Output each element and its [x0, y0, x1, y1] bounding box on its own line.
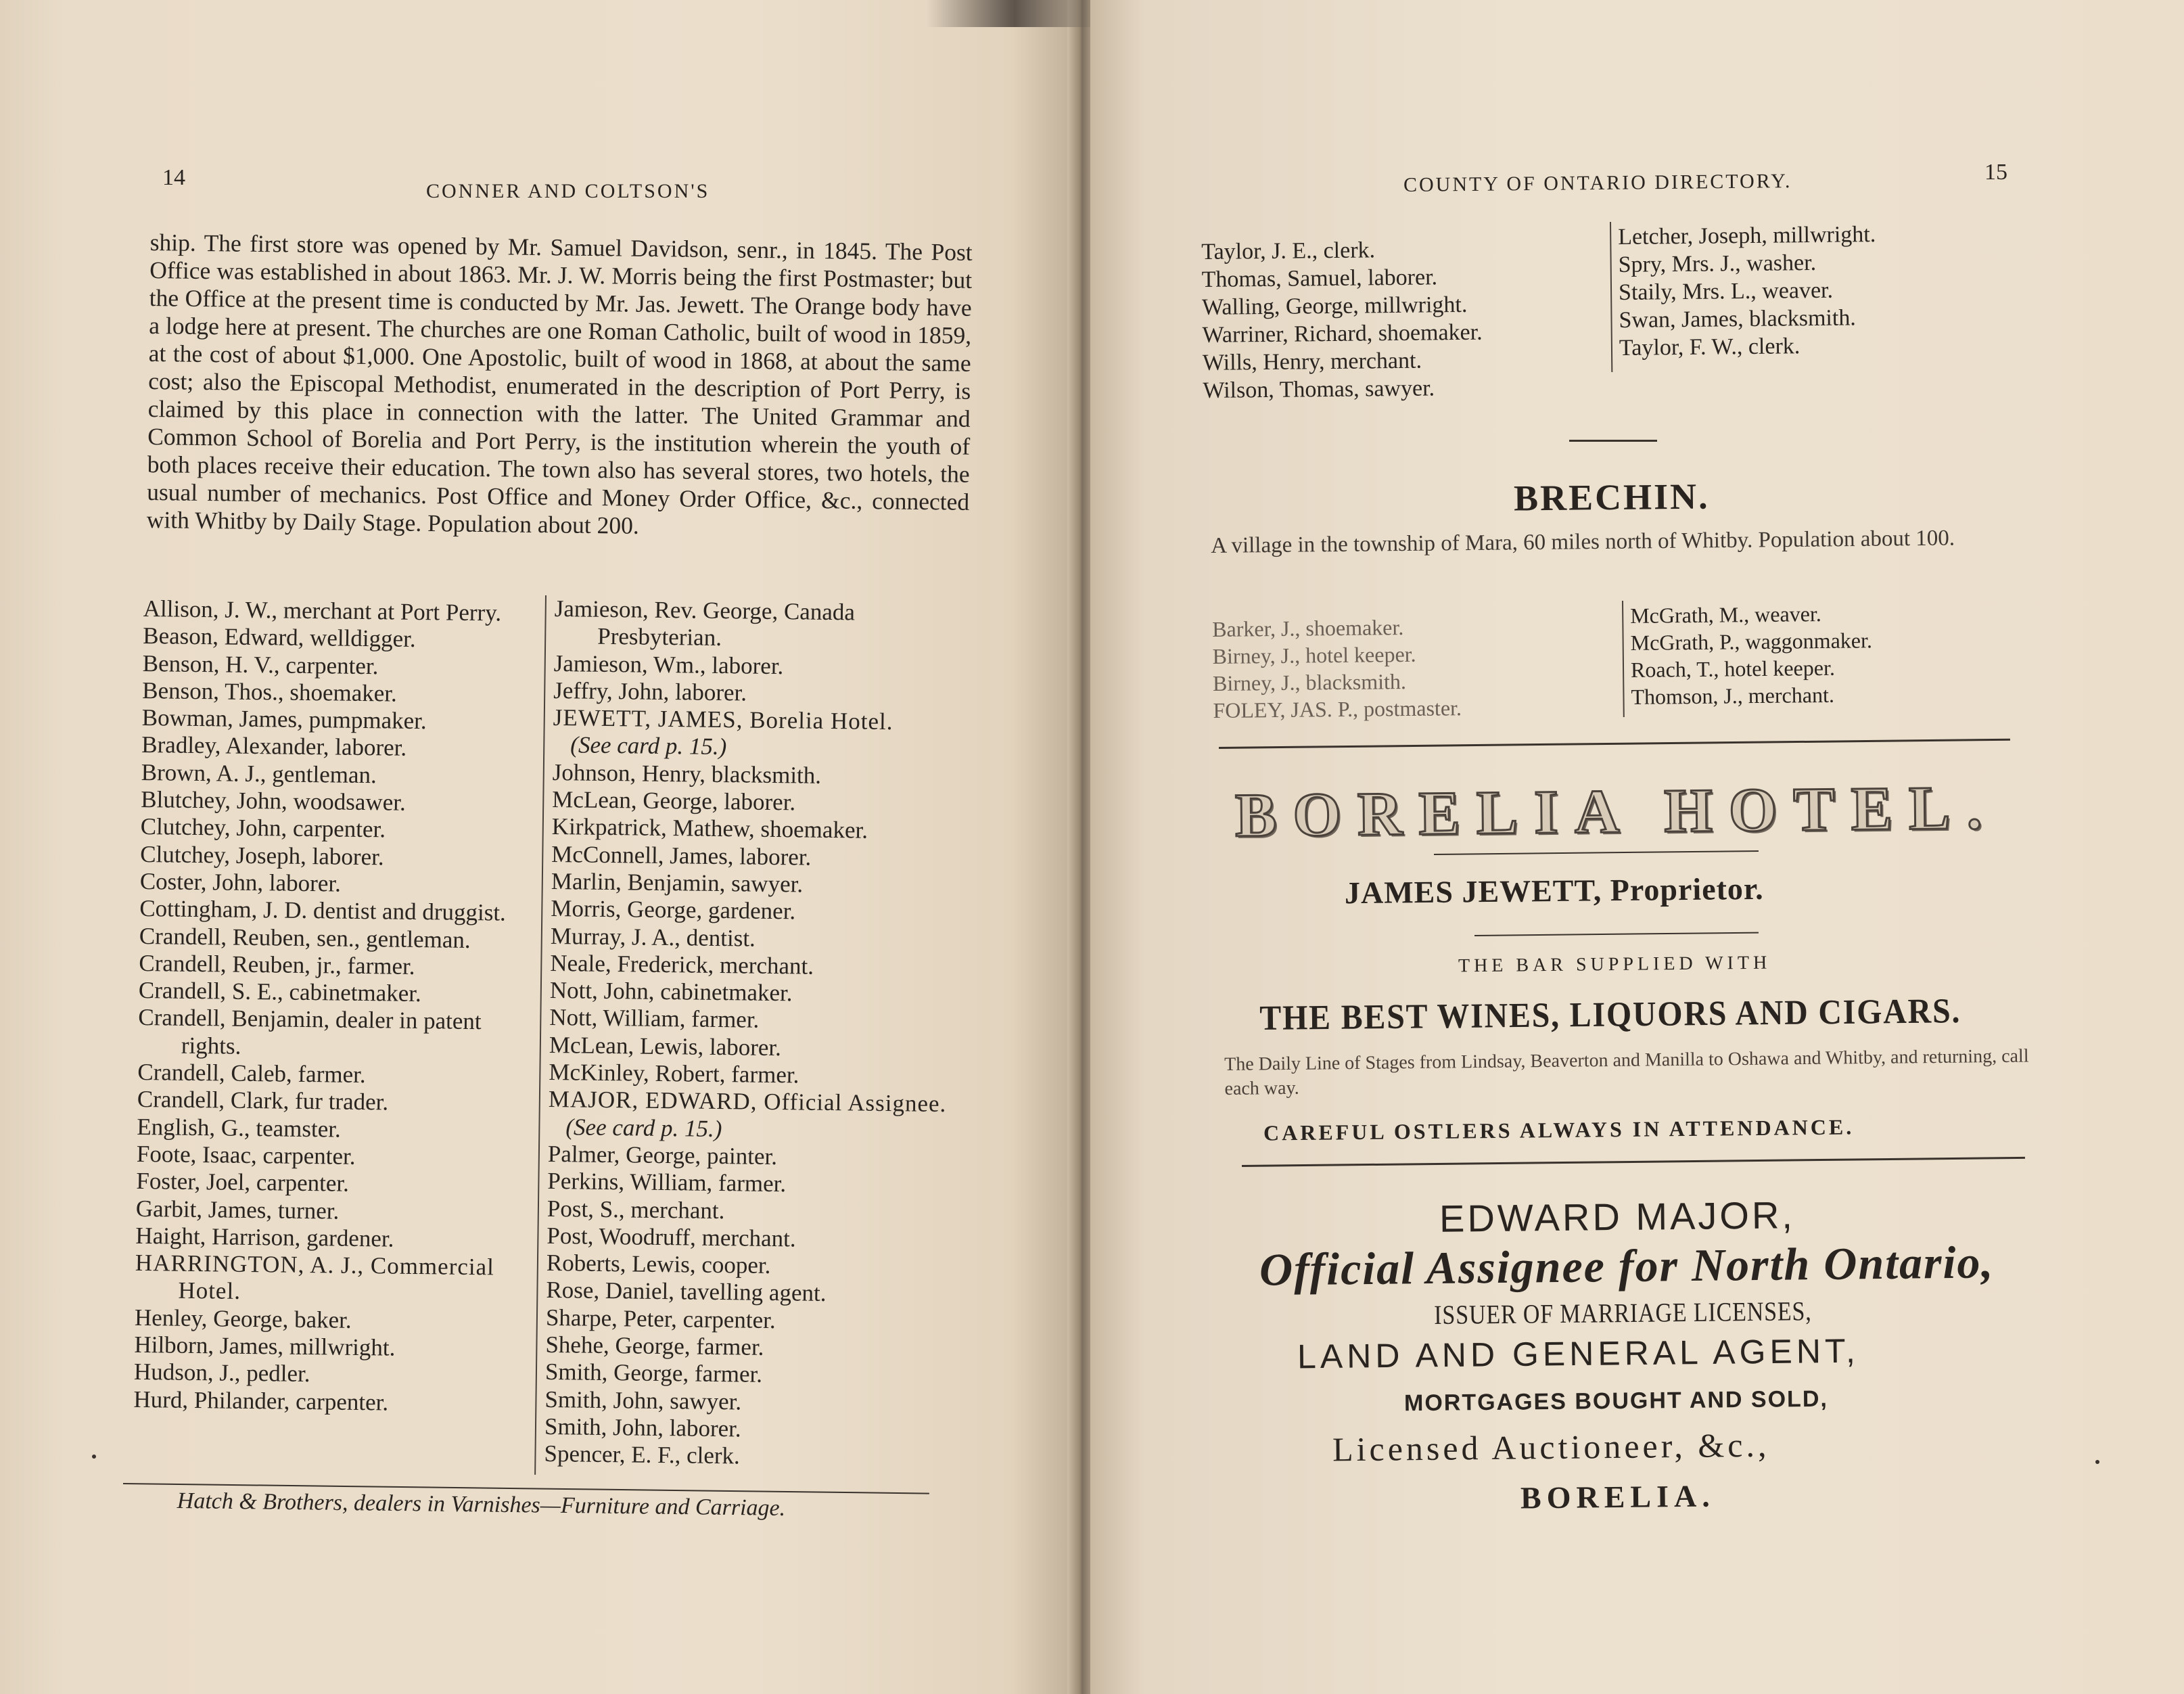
directory-entry: Morris, George, gardener.	[551, 895, 796, 925]
directory-entry: MAJOR, EDWARD, Official Assignee.	[548, 1086, 947, 1118]
directory-entry: Wills, Henry, merchant.	[1202, 348, 1422, 375]
directory-entry: Perkins, William, farmer.	[547, 1168, 787, 1197]
directory-entry: Allison, J. W., merchant at Port Perry.	[143, 595, 502, 626]
directory-entry: Spencer, E. F., clerk.	[544, 1440, 741, 1469]
directory-entry: Smith, John, laborer.	[544, 1413, 741, 1442]
directory-entry: Coster, John, laborer.	[139, 867, 342, 897]
directory-entry: Sharpe, Peter, carpenter.	[545, 1304, 776, 1333]
page-number-right: 15	[1984, 160, 2007, 185]
directory-entry: Birney, J., blacksmith.	[1212, 669, 1407, 695]
directory-entry: Smith, George, farmer.	[544, 1358, 763, 1388]
directory-entry: Swan, James, blacksmith.	[1619, 305, 1857, 333]
directory-entry: Thomson, J., merchant.	[1631, 682, 1835, 709]
spine-shadow	[927, 0, 1102, 27]
directory-entry: Murray, J. A., dentist.	[550, 922, 756, 952]
directory-entry: Nott, John, cabinetmaker.	[549, 977, 793, 1007]
directory-entry: Johnson, Henry, blacksmith.	[552, 758, 822, 789]
hotel-wines-line: THE BEST WINES, LIQUORS AND CIGARS.	[1259, 992, 1961, 1038]
directory-entry: McConnell, James, laborer.	[551, 840, 812, 871]
brechin-description-text: A village in the township of Mara, 60 miles north of Whitby. Population about 100.	[1211, 526, 1955, 558]
directory-entry: Neale, Frederick, merchant.	[550, 949, 814, 980]
directory-entry: Bradley, Alexander, laborer.	[141, 731, 407, 762]
left-page	[0, 0, 1075, 1694]
directory-entry: Blutchey, John, woodsawer.	[141, 786, 406, 816]
directory-entry: McLean, Lewis, laborer.	[549, 1031, 782, 1061]
major-name: EDWARD MAJOR,	[1439, 1193, 1796, 1240]
hotel-proprietor: JAMES JEWETT, Proprietor.	[1344, 871, 1764, 911]
directory-entry: Nott, William, farmer.	[549, 1004, 760, 1034]
continued-column-a	[1201, 234, 1609, 405]
directory-entry: Shehe, George, farmer.	[545, 1331, 764, 1360]
directory-entry: Marlin, Benjamin, sawyer.	[551, 867, 804, 898]
directory-entry: McGrath, P., waggonmaker.	[1630, 628, 1873, 655]
directory-entry: Hurd, Philander, carpenter.	[133, 1386, 389, 1416]
hotel-bar-line: THE BAR SUPPLIED WITH	[1458, 952, 1771, 977]
directory-entry: Warriner, Richard, shoemaker.	[1202, 319, 1483, 348]
directory-entry: Post, S., merchant.	[547, 1195, 725, 1224]
brechin-heading: BRECHIN.	[1513, 476, 1710, 519]
directory-entry: Hudson, J., pedler.	[133, 1358, 310, 1388]
directory-entry: Jamieson, Wm., laborer.	[553, 649, 784, 679]
directory-entry: Walling, George, millwright.	[1201, 292, 1468, 320]
directory-entry: English, G., teamster.	[137, 1113, 341, 1143]
directory-entry: Roberts, Lewis, cooper.	[546, 1250, 771, 1279]
directory-entry: Roach, T., hotel keeper.	[1630, 655, 1836, 682]
ink-speck-right	[2095, 1460, 2099, 1464]
intro-text: ship. The first store was opened by Mr. Samuel Davidson, senr., in 1845. The Post Office was established in about 1863. Mr. J. W. Morris being the first Postmaster; but the Office at the present time is conducted by Mr. Jas. Jewett. The Orange body have a lodge here at present. The churches are one Roman Catholic, built of wood in 1859, at the cost of about $1,000. One Apostolic, built of wood in 1868, at about the same cost; also the Episcopal Methodist, enumerated in the description of Port Perry, is claimed by this place in connection with the latter. The United Grammar and Common School of Borelia and Port Perry, is the institution wherein the youth of both places receive their education. The town also has several stores, two hotels, the usual number of mechanics. Post Office and Money Order Office, &c., connected with Whitby by Daily Stage. Population about 200.	[146, 229, 973, 539]
brechin-column-a	[1212, 612, 1592, 724]
ink-speck	[92, 1455, 96, 1459]
directory-entry: HARRINGTON, A. J., Commercial Hotel.	[135, 1250, 495, 1305]
directory-entry: Smith, John, sawyer.	[544, 1386, 742, 1415]
directory-entry: Birney, J., hotel keeper.	[1212, 641, 1416, 668]
directory-entry: Benson, H. V., carpenter.	[142, 649, 379, 679]
directory-entry: Thomas, Samuel, laborer.	[1201, 265, 1438, 292]
directory-entry: McGrath, M., weaver.	[1630, 601, 1821, 628]
column-divider	[534, 595, 547, 1475]
directory-column-1	[133, 595, 536, 1418]
running-head-left: CONNER AND COLTSON'S	[426, 180, 710, 202]
directory-entry: Spry, Mrs. J., washer.	[1618, 250, 1817, 277]
section-rule	[1569, 440, 1657, 442]
major-title: Official Assignee for North Ontario,	[1259, 1236, 1995, 1296]
directory-entry: Staily, Mrs. L., weaver.	[1618, 277, 1834, 305]
directory-entry: Crandell, S. E., cabinetmaker.	[138, 977, 422, 1007]
directory-entry: Wilson, Thomas, sawyer.	[1203, 375, 1435, 403]
directory-entry: Crandell, Reuben, jr., farmer.	[139, 949, 415, 980]
directory-entry: Clutchey, John, carpenter.	[140, 813, 386, 843]
directory-entry: Post, Woodruff, merchant.	[547, 1222, 796, 1252]
directory-entry: Crandell, Caleb, farmer.	[137, 1058, 366, 1089]
running-head-right: COUNTY OF ONTARIO DIRECTORY.	[1403, 169, 1792, 197]
directory-entry: Jamieson, Rev. George, Canada Presbyterian.	[554, 595, 856, 651]
directory-entry: (See card p. 15.)	[565, 1113, 722, 1142]
directory-column-2	[544, 595, 967, 1473]
major-town: BORELIA.	[1520, 1478, 1715, 1515]
directory-entry: Clutchey, Joseph, laborer.	[140, 840, 384, 871]
hotel-stages-text: The Daily Line of Stages from Lindsay, Beaverton and Manilla to Oshawa and Whitby, and returning, call each way.	[1224, 1045, 2029, 1099]
hotel-stages	[1224, 1044, 2050, 1101]
brechin-column-b	[1630, 598, 2010, 710]
footer-advert: Hatch & Brothers, dealers in Varnishes—Furniture and Carriage.	[177, 1488, 786, 1521]
directory-entry: Hilborn, James, millwright.	[134, 1331, 396, 1361]
directory-entry: McKinley, Robert, farmer.	[549, 1058, 799, 1089]
page-number-left: 14	[162, 165, 185, 190]
directory-entry: Taylor, F. W., clerk.	[1619, 334, 1800, 361]
directory-entry: JEWETT, JAMES, Borelia Hotel.	[553, 704, 893, 735]
directory-entry: Benson, Thos., shoemaker.	[142, 677, 398, 707]
directory-entry: Brown, A. J., gentleman.	[141, 758, 377, 789]
directory-entry: Foote, Isaac, carpenter.	[136, 1140, 356, 1170]
directory-entry: Haight, Harrison, gardener.	[135, 1222, 394, 1252]
hotel-ostlers-line: CAREFUL OSTLERS ALWAYS IN ATTENDANCE.	[1263, 1114, 1855, 1145]
directory-entry: Rose, Daniel, tavelling agent.	[546, 1277, 827, 1307]
directory-entry: Letcher, Joseph, millwright.	[1618, 222, 1876, 250]
directory-entry: Crandell, Reuben, sen., gentleman.	[139, 922, 471, 953]
directory-entry: Foster, Joel, carpenter.	[136, 1168, 350, 1197]
directory-entry: (See card p. 15.)	[570, 731, 727, 760]
directory-entry: Taylor, J. E., clerk.	[1201, 237, 1376, 265]
directory-entry: Beason, Edward, welldigger.	[143, 622, 416, 653]
major-land-agent: LAND AND GENERAL AGENT,	[1297, 1331, 1860, 1376]
directory-entry: FOLEY, JAS. P., postmaster.	[1213, 695, 1462, 723]
directory-entry: McLean, George, laborer.	[552, 786, 796, 816]
directory-entry: Crandell, Clark, fur trader.	[137, 1086, 389, 1116]
directory-entry: Jeffry, John, laborer.	[553, 677, 747, 706]
major-issuer: ISSUER OF MARRIAGE LICENSES,	[1434, 1296, 1812, 1330]
directory-entry: Kirkpatrick, Mathew, shoemaker.	[551, 813, 868, 844]
directory-entry: Garbit, James, turner.	[135, 1195, 340, 1224]
continued-column-b	[1618, 219, 1998, 362]
intro-paragraph	[146, 229, 972, 544]
directory-entry: Henley, George, baker.	[134, 1304, 352, 1333]
directory-entry: Palmer, George, painter.	[547, 1140, 778, 1170]
directory-entry: Cottingham, J. D. dentist and druggist.	[139, 895, 507, 926]
hotel-title: BORELIA HOTEL.	[1234, 773, 1999, 850]
major-auctioneer: Licensed Auctioneer, &c.,	[1332, 1425, 1770, 1469]
directory-entry: Crandell, Benjamin, dealer in patent rights.	[138, 1004, 482, 1059]
major-mortgages: MORTGAGES BOUGHT AND SOLD,	[1403, 1386, 1829, 1417]
directory-entry: Bowman, James, pumpmaker.	[141, 704, 427, 735]
directory-entry: Barker, J., shoemaker.	[1212, 615, 1404, 641]
